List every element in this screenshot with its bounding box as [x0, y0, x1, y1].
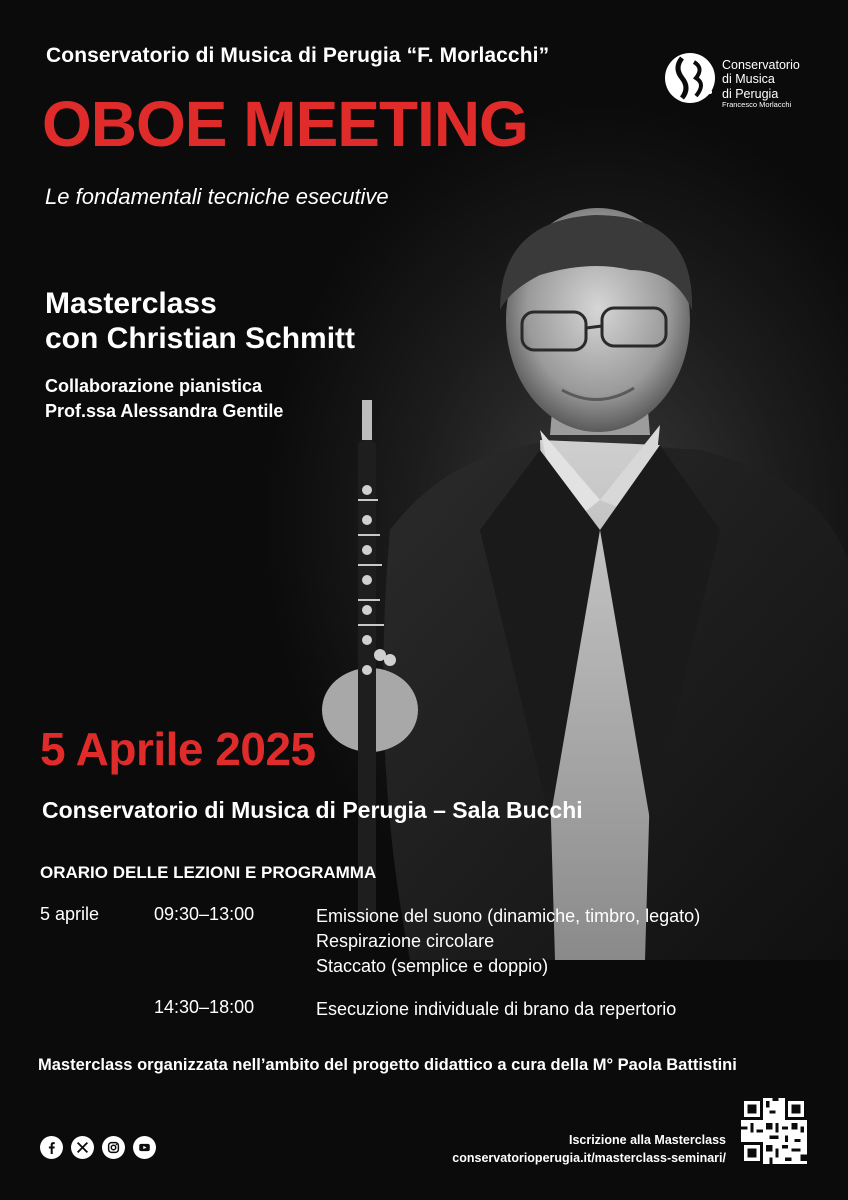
masterclass-heading: [45, 286, 355, 357]
event-title: OBOE MEETING: [42, 88, 528, 160]
program-item: Emissione del suono (dinamiche, timbro, legato): [316, 906, 701, 926]
collaboration-line-2: Prof.ssa Alessandra Gentile: [45, 401, 284, 422]
schedule-program-2: [316, 997, 676, 1022]
collaboration-line-1: Collaborazione pianistica: [45, 376, 263, 396]
logo-text: [722, 58, 800, 110]
schedule-time-1: 09:30–13:00: [154, 904, 255, 924]
schedule-time-2: 14:30–18:00: [154, 997, 255, 1017]
logo-line-3: di Perugia: [722, 86, 779, 101]
instagram-icon[interactable]: [102, 1136, 125, 1159]
event-subtitle: Le fondamentali tecniche esecutive: [45, 184, 389, 209]
registration-url[interactable]: conservatorioperugia.it/masterclass-seminari/: [452, 1151, 726, 1166]
event-date: 5 Aprile 2025: [40, 723, 316, 775]
logo-line-1: Conservatorio: [722, 58, 800, 72]
schedule-heading: ORARIO DELLE LEZIONI E PROGRAMMA: [40, 863, 377, 882]
schedule-day: 5 aprile: [40, 904, 100, 924]
qr-code-icon[interactable]: [741, 1098, 807, 1164]
youtube-icon[interactable]: [133, 1136, 156, 1159]
x-icon[interactable]: [71, 1136, 94, 1159]
collaboration-credit: [45, 374, 283, 424]
program-item: Staccato (semplice e doppio): [316, 956, 549, 977]
registration-info: [452, 1131, 726, 1167]
logo-mark-icon: [664, 40, 722, 116]
program-item: Esecuzione individuale di brano da repertorio: [316, 999, 677, 1019]
registration-label: Iscrizione alla Masterclass: [568, 1133, 726, 1147]
performer-photo: [300, 200, 848, 960]
organizer-note: Masterclass organizzata nell’ambito del progetto didattico a cura della M° Paola Battistini: [38, 1056, 737, 1074]
facebook-icon[interactable]: [40, 1136, 63, 1159]
program-item: Respirazione circolare: [316, 931, 495, 952]
logo-line-2: di Musica: [722, 72, 775, 87]
social-links: [40, 1136, 156, 1159]
schedule-program-1: [316, 904, 700, 980]
event-venue: Conservatorio di Musica di Perugia – Sala Bucchi: [42, 797, 583, 823]
masterclass-line-2: con Christian Schmitt: [45, 322, 356, 356]
logo-line-4: Francesco Morlacchi: [722, 100, 792, 110]
masterclass-line-1: Masterclass: [45, 287, 217, 320]
institution-name: Conservatorio di Musica di Perugia “F. Morlacchi”: [46, 44, 550, 67]
